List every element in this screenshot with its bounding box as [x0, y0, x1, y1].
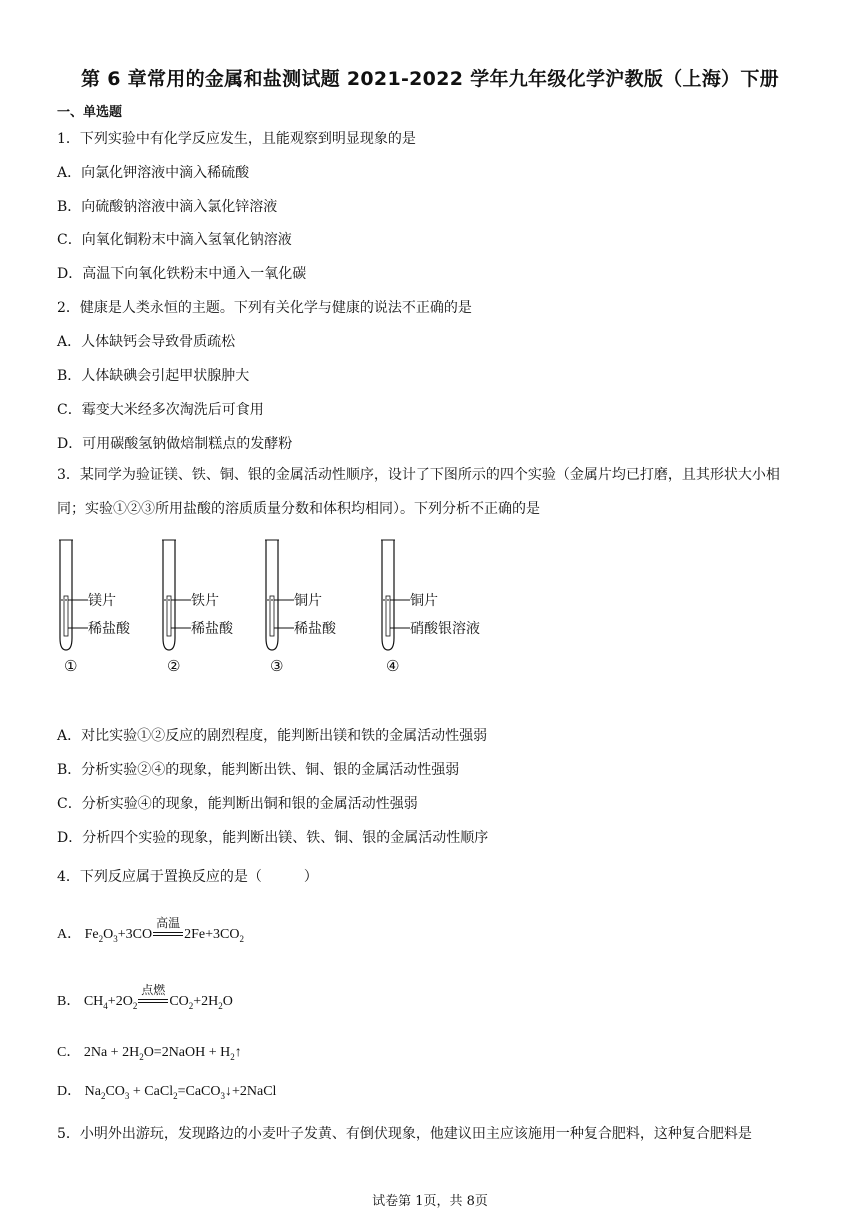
tube-4-number: ④	[386, 657, 400, 675]
question-1-option-b: B．向硫酸钠溶液中滴入氯化锌溶液	[57, 199, 278, 215]
question-1-option-a: A．向氯化钾溶液中滴入稀硫酸	[57, 165, 250, 181]
condition-ignite: 点燃	[141, 982, 166, 997]
question-3-option-a: A．对比实验①②反应的剧烈程度，能判断出镁和铁的金属活动性强弱	[57, 728, 488, 744]
tube-2-number: ②	[167, 657, 181, 675]
page-title: 第 6 章常用的金属和盐测试题 2021-2022 学年九年级化学沪教版（上海）下册	[81, 68, 779, 90]
condition-high-temp: 高温	[156, 915, 181, 930]
test-tube-3	[265, 540, 337, 675]
tube-3-solution-label: 稀盐酸	[294, 621, 336, 637]
question-2-stem: 2．健康是人类永恒的主题。下列有关化学与健康的说法不正确的是	[57, 300, 472, 316]
test-tube-4	[381, 540, 480, 675]
page-footer: 试卷第 1页，共 8页	[372, 1194, 488, 1209]
option-d-label: D．	[57, 1084, 82, 1099]
question-1-option-d: D．高温下向氧化铁粉末中通入一氧化碳	[57, 266, 307, 282]
section-heading: 一、单选题	[57, 105, 123, 120]
tube-3-number: ③	[270, 657, 284, 675]
question-4-option-a: A． $Fe_2O_3+3CO$ 高温 $2Fe+3CO_2$	[57, 915, 244, 944]
tube-1-metal-label: 镁片	[88, 593, 116, 609]
question-2-option-b: B．人体缺碘会引起甲状腺肿大	[57, 368, 250, 384]
test-tube-2	[162, 540, 234, 675]
tube-4-solution-label: 硝酸银溶液	[410, 621, 480, 637]
test-tube-figure	[55, 538, 515, 678]
question-4-option-b: B． $CH_4+2O_2$ 点燃 $CO_2+2H_2O$	[57, 982, 233, 1011]
option-a-label: A．	[57, 927, 82, 942]
question-2-option-a: A．人体缺钙会导致骨质疏松	[57, 334, 236, 350]
question-4-option-c: C． $2Na + 2H_2O=2NaOH$ + $H_2↑$	[57, 1045, 242, 1062]
tube-4-metal-label: 铜片	[410, 593, 438, 609]
option-b-label: B．	[57, 994, 81, 1009]
question-1-option-c: C．向氧化铜粉末中滴入氢氧化钠溶液	[57, 232, 292, 248]
question-4-stem: 4．下列反应属于置换反应的是（ ）	[57, 869, 318, 885]
question-2-option-d: D．可用碳酸氢钠做焙制糕点的发酵粉	[57, 436, 293, 452]
question-1-stem: 1．下列实验中有化学反应发生，且能观察到明显现象的是	[57, 131, 416, 147]
question-4-option-d: D． $Na_2CO_3$ + CaCl$_2$=CaCO$_3$↓+2NaCl	[57, 1084, 277, 1101]
test-tube-1	[59, 540, 131, 675]
question-2-option-c: C．霉变大米经多次淘洗后可食用	[57, 402, 264, 418]
question-3-stem: 3．某同学为验证镁、铁、铜、银的金属活动性顺序，设计了下图所示的四个实验（金属片均已打磨，且其形状大小相同；实验①②③所用盐酸的溶质质量分数和体积均相同）。下列分析不正确的是	[57, 467, 780, 517]
option-c-label: C．	[57, 1045, 81, 1060]
tube-1-number: ①	[64, 657, 78, 675]
tube-2-solution-label: 稀盐酸	[191, 621, 233, 637]
question-3-option-c: C．分析实验④的现象，能判断出铜和银的金属活动性强弱	[57, 796, 418, 812]
tube-2-metal-label: 铁片	[191, 593, 219, 609]
question-3-option-d: D．分析四个实验的现象，能判断出镁、铁、铜、银的金属活动性顺序	[57, 830, 489, 846]
tube-1-solution-label: 稀盐酸	[88, 621, 130, 637]
question-3-option-b: B．分析实验②④的现象，能判断出铁、铜、银的金属活动性强弱	[57, 762, 460, 778]
question-5-stem: 5．小明外出游玩，发现路边的小麦叶子发黄、有倒伏现象，他建议田主应该施用一种复合肥料，这种复合肥料是	[57, 1126, 752, 1142]
tube-3-metal-label: 铜片	[294, 593, 322, 609]
